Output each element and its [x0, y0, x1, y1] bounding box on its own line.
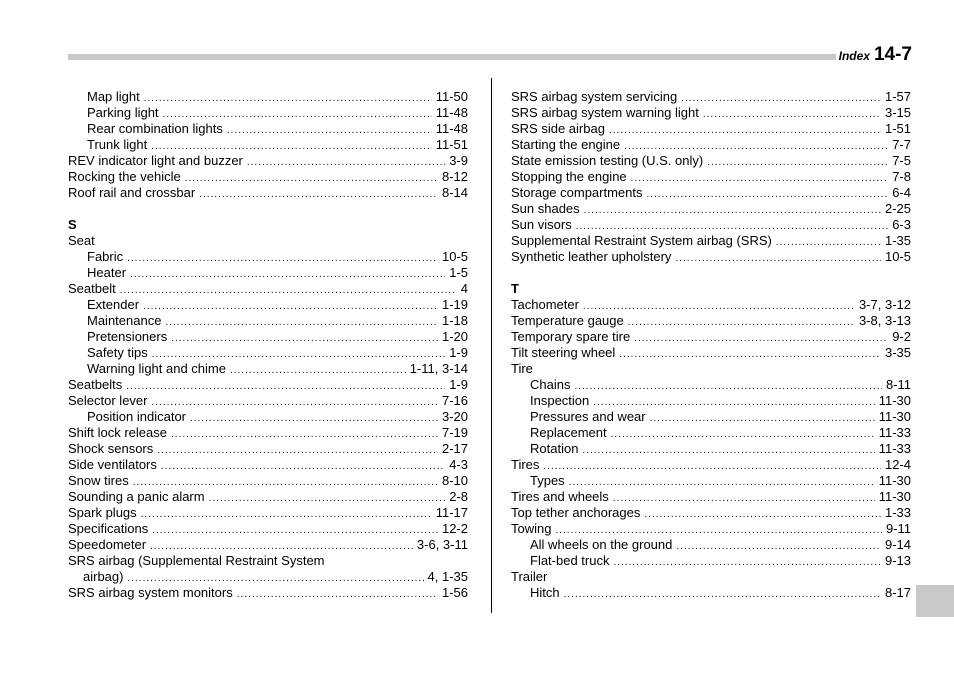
entry-term: Pressures and wear — [530, 409, 646, 424]
entry-term: Storage compartments — [511, 185, 643, 200]
index-entry — [511, 217, 911, 233]
entry-term: Hitch — [530, 585, 560, 600]
index-entry — [68, 185, 468, 201]
entry-page-ref: 9-14 — [884, 537, 911, 552]
entry-term: SRS side airbag — [511, 121, 605, 136]
entry-page-ref: 11-33 — [878, 425, 911, 440]
index-entry — [511, 441, 911, 457]
index-entry — [68, 121, 468, 137]
index-entry — [68, 137, 468, 153]
dot-leader — [628, 315, 855, 331]
dot-leader — [199, 187, 438, 203]
entry-term: Tilt steering wheel — [511, 345, 616, 360]
dot-leader — [209, 491, 446, 507]
page-number: 14-7 — [873, 44, 912, 65]
dot-leader — [681, 91, 881, 107]
index-entry — [511, 521, 911, 537]
entry-term: Shift lock release — [68, 425, 167, 440]
index-entry — [68, 489, 468, 505]
index-entry — [68, 249, 468, 265]
index-entry — [68, 425, 468, 441]
entry-term: Flat-bed truck — [530, 553, 610, 568]
entry-page-ref: 3-6, 3-11 — [416, 537, 468, 552]
index-entry — [68, 345, 468, 361]
dot-leader — [230, 363, 406, 379]
header-bar — [68, 54, 836, 60]
index-entry — [68, 569, 468, 585]
dot-leader — [543, 459, 881, 475]
entry-term: Tire — [511, 361, 533, 376]
entry-page-ref: 3-15 — [884, 105, 911, 120]
entry-term: Top tether anchorages — [511, 505, 641, 520]
entry-term: Rear combination lights — [87, 121, 223, 136]
entry-page-ref: 10-5 — [884, 249, 911, 264]
dot-leader — [227, 123, 432, 139]
index-entry — [511, 505, 911, 521]
entry-term: Trailer — [511, 569, 548, 584]
index-entry — [511, 473, 911, 489]
entry-page-ref: 7-7 — [892, 137, 911, 152]
entry-page-ref: 8-17 — [884, 585, 911, 600]
index-entry — [511, 89, 911, 105]
entry-page-ref: 3-9 — [449, 153, 468, 168]
entry-term: SRS airbag system servicing — [511, 89, 678, 104]
index-entry — [68, 233, 468, 249]
dot-leader — [569, 475, 875, 491]
entry-term: Heater — [87, 265, 127, 280]
entry-page-ref: 1-33 — [884, 505, 911, 520]
dot-leader — [707, 155, 888, 171]
index-entry — [511, 201, 911, 217]
index-entry — [511, 185, 911, 201]
index-entry — [68, 281, 468, 297]
index-entry — [68, 457, 468, 473]
index-entry — [68, 169, 468, 185]
entry-term: Safety tips — [87, 345, 148, 360]
index-entry — [511, 393, 911, 409]
dot-leader — [676, 539, 881, 555]
dot-leader — [582, 443, 874, 459]
index-entry — [68, 361, 468, 377]
entry-term: Temporary spare tire — [511, 329, 631, 344]
index-entry — [68, 537, 468, 553]
entry-page-ref: 11-50 — [435, 89, 468, 104]
entry-term: airbag) — [83, 569, 124, 584]
entry-term: REV indicator light and buzzer — [68, 153, 243, 168]
dot-leader — [619, 347, 881, 363]
index-entry — [511, 153, 911, 169]
entry-term: Roof rail and crossbar — [68, 185, 196, 200]
entry-page-ref: 2-17 — [441, 441, 468, 456]
dot-leader — [120, 283, 457, 299]
dot-leader — [185, 171, 438, 187]
index-entry — [68, 521, 468, 537]
index-entry — [68, 329, 468, 345]
entry-page-ref: 6-3 — [892, 217, 911, 232]
entry-page-ref: 8-14 — [441, 185, 468, 200]
index-entry — [68, 473, 468, 489]
entry-page-ref: 9-13 — [884, 553, 911, 568]
entry-term: Rocking the vehicle — [68, 169, 181, 184]
dot-leader — [126, 379, 445, 395]
dot-leader — [141, 507, 432, 523]
entry-term: Synthetic leather upholstery — [511, 249, 672, 264]
dot-leader — [190, 411, 438, 427]
entry-term: All wheels on the ground — [530, 537, 673, 552]
page-label — [839, 44, 912, 66]
dot-leader — [647, 187, 889, 203]
dot-leader — [634, 331, 888, 347]
index-entry — [511, 121, 911, 137]
entry-page-ref: 1-35 — [884, 233, 911, 248]
index-column-left — [68, 89, 468, 601]
index-entry — [511, 169, 911, 185]
dot-leader — [130, 267, 445, 283]
entry-term: Sun shades — [511, 201, 580, 216]
entry-page-ref: 1-19 — [441, 297, 468, 312]
entry-page-ref: 7-19 — [441, 425, 468, 440]
entry-term: Seatbelt — [68, 281, 116, 296]
entry-term: Rotation — [530, 441, 579, 456]
entry-page-ref: 4 — [460, 281, 468, 296]
index-entry — [68, 441, 468, 457]
dot-leader — [776, 235, 881, 251]
dot-leader — [157, 443, 438, 459]
index-entry — [511, 585, 911, 601]
index-column-right — [511, 89, 911, 601]
entry-page-ref: 3-35 — [884, 345, 911, 360]
index-entry — [511, 409, 911, 425]
entry-term: Stopping the engine — [511, 169, 627, 184]
entry-page-ref: 11-33 — [878, 441, 911, 456]
entry-list — [511, 297, 911, 601]
entry-page-ref: 3-8, 3-13 — [858, 313, 911, 328]
index-entry — [511, 297, 911, 313]
entry-term: Selector lever — [68, 393, 148, 408]
index-entry — [68, 585, 468, 601]
entry-term: Tires — [511, 457, 540, 472]
entry-page-ref: 11-17 — [435, 505, 468, 520]
index-entry — [68, 153, 468, 169]
index-entry — [68, 105, 468, 121]
entry-term: Seatbelts — [68, 377, 123, 392]
index-entry — [68, 377, 468, 393]
entry-term: Temperature gauge — [511, 313, 624, 328]
index-entry — [511, 233, 911, 249]
index-entry — [511, 489, 911, 505]
entry-page-ref: 3-7, 3-12 — [858, 297, 911, 312]
entry-list — [68, 89, 468, 201]
entry-term: Types — [530, 473, 565, 488]
index-entry — [511, 425, 911, 441]
entry-page-ref: 7-5 — [892, 153, 911, 168]
thumb-tab-marker — [916, 585, 954, 617]
entry-term: Extender — [87, 297, 140, 312]
index-entry — [511, 313, 911, 329]
dot-leader — [152, 523, 438, 539]
entry-page-ref: 4-3 — [449, 457, 468, 472]
entry-page-ref: 2-8 — [449, 489, 468, 504]
dot-leader — [161, 459, 445, 475]
index-entry — [511, 457, 911, 473]
entry-term: Towing — [511, 521, 552, 536]
entry-term: Position indicator — [87, 409, 186, 424]
dot-leader — [613, 491, 875, 507]
index-entry — [68, 313, 468, 329]
entry-term: Specifications — [68, 521, 149, 536]
entry-page-ref: 8-12 — [441, 169, 468, 184]
entry-page-ref: 1-18 — [441, 313, 468, 328]
dot-leader — [127, 251, 438, 267]
index-entry — [511, 105, 911, 121]
entry-term: State emission testing (U.S. only) — [511, 153, 704, 168]
index-entry — [68, 505, 468, 521]
entry-page-ref: 12-2 — [441, 521, 468, 536]
index-entry — [511, 345, 911, 361]
spacer — [511, 265, 911, 281]
entry-term: Maintenance — [87, 313, 162, 328]
index-entry — [511, 553, 911, 569]
spacer — [68, 201, 468, 217]
entry-page-ref: 10-5 — [441, 249, 468, 264]
entry-term: Speedometer — [68, 537, 147, 552]
entry-page-ref: 1-57 — [884, 89, 911, 104]
dot-leader — [613, 555, 880, 571]
section-word: Index — [838, 49, 870, 63]
entry-term: SRS airbag system warning light — [511, 105, 699, 120]
entry-page-ref: 11-48 — [435, 121, 468, 136]
dot-leader — [675, 251, 881, 267]
entry-term: Shock sensors — [68, 441, 154, 456]
dot-leader — [151, 395, 437, 411]
entry-page-ref: 11-48 — [435, 105, 468, 120]
entry-page-ref: 9-2 — [892, 329, 911, 344]
entry-page-ref: 11-30 — [878, 393, 911, 408]
entry-term: Starting the engine — [511, 137, 621, 152]
index-entry — [68, 393, 468, 409]
index-entry — [68, 297, 468, 313]
entry-term: Sun visors — [511, 217, 572, 232]
index-entry — [511, 377, 911, 393]
dot-leader — [247, 155, 445, 171]
dot-leader — [564, 587, 881, 603]
entry-page-ref: 1-5 — [449, 265, 468, 280]
dot-leader — [143, 299, 438, 315]
entry-term: Chains — [530, 377, 571, 392]
entry-page-ref: 8-10 — [441, 473, 468, 488]
entry-term: Supplemental Restraint System airbag (SRS) — [511, 233, 772, 248]
entry-page-ref: 1-9 — [449, 345, 468, 360]
entry-page-ref: 11-30 — [878, 409, 911, 424]
entry-page-ref: 7-8 — [892, 169, 911, 184]
entry-list — [511, 89, 911, 265]
index-entry — [511, 537, 911, 553]
entry-term: Tachometer — [511, 297, 579, 312]
dot-leader — [609, 123, 881, 139]
entry-page-ref: 11-30 — [878, 489, 911, 504]
section-heading-s: S — [68, 217, 77, 232]
entry-page-ref: 7-16 — [441, 393, 468, 408]
entry-term: SRS airbag system monitors — [68, 585, 233, 600]
entry-term: Fabric — [87, 249, 124, 264]
entry-list — [68, 233, 468, 601]
entry-term: Side ventilators — [68, 457, 157, 472]
index-entry — [511, 137, 911, 153]
entry-term: SRS airbag (Supplemental Restraint System — [68, 553, 325, 568]
index-entry — [511, 329, 911, 345]
entry-term: Parking light — [87, 105, 159, 120]
entry-page-ref: 1-51 — [884, 121, 911, 136]
dot-leader — [171, 331, 438, 347]
dot-leader — [644, 507, 881, 523]
index-entry — [68, 265, 468, 281]
entry-page-ref: 1-9 — [449, 377, 468, 392]
entry-page-ref: 11-51 — [435, 137, 468, 152]
entry-term: Snow tires — [68, 473, 129, 488]
dot-leader — [631, 171, 889, 187]
index-entry — [511, 569, 911, 585]
dot-leader — [165, 315, 438, 331]
dot-leader — [650, 411, 875, 427]
column-divider — [491, 78, 492, 613]
index-entry — [68, 89, 468, 105]
entry-page-ref: 1-20 — [441, 329, 468, 344]
dot-leader — [611, 427, 875, 443]
dot-leader — [144, 91, 432, 107]
entry-term: Spark plugs — [68, 505, 137, 520]
entry-term: Map light — [87, 89, 140, 104]
entry-page-ref: 6-4 — [892, 185, 911, 200]
entry-term: Inspection — [530, 393, 590, 408]
entry-page-ref: 9-11 — [885, 521, 911, 536]
dot-leader — [574, 379, 881, 395]
entry-term: Pretensioners — [87, 329, 168, 344]
dot-leader — [584, 203, 881, 219]
index-entry — [511, 361, 911, 377]
dot-leader — [703, 107, 881, 123]
entry-page-ref: 3-20 — [441, 409, 468, 424]
index-entry — [68, 409, 468, 425]
entry-page-ref: 1-56 — [441, 585, 468, 600]
entry-term: Tires and wheels — [511, 489, 609, 504]
entry-term: Seat — [68, 233, 95, 248]
dot-leader — [171, 427, 438, 443]
index-entry — [68, 553, 468, 569]
entry-term: Sounding a panic alarm — [68, 489, 205, 504]
entry-page-ref: 1-11, 3-14 — [409, 361, 468, 376]
entry-page-ref: 12-4 — [884, 457, 911, 472]
entry-term: Trunk light — [87, 137, 148, 152]
entry-page-ref: 4, 1-35 — [427, 569, 468, 584]
entry-page-ref: 2-25 — [884, 201, 911, 216]
entry-term: Warning light and chime — [87, 361, 226, 376]
entry-page-ref: 11-30 — [878, 473, 911, 488]
section-heading-t: T — [511, 281, 519, 296]
entry-page-ref: 8-11 — [885, 377, 911, 392]
dot-leader — [237, 587, 438, 603]
index-entry — [511, 249, 911, 265]
entry-term: Replacement — [530, 425, 607, 440]
